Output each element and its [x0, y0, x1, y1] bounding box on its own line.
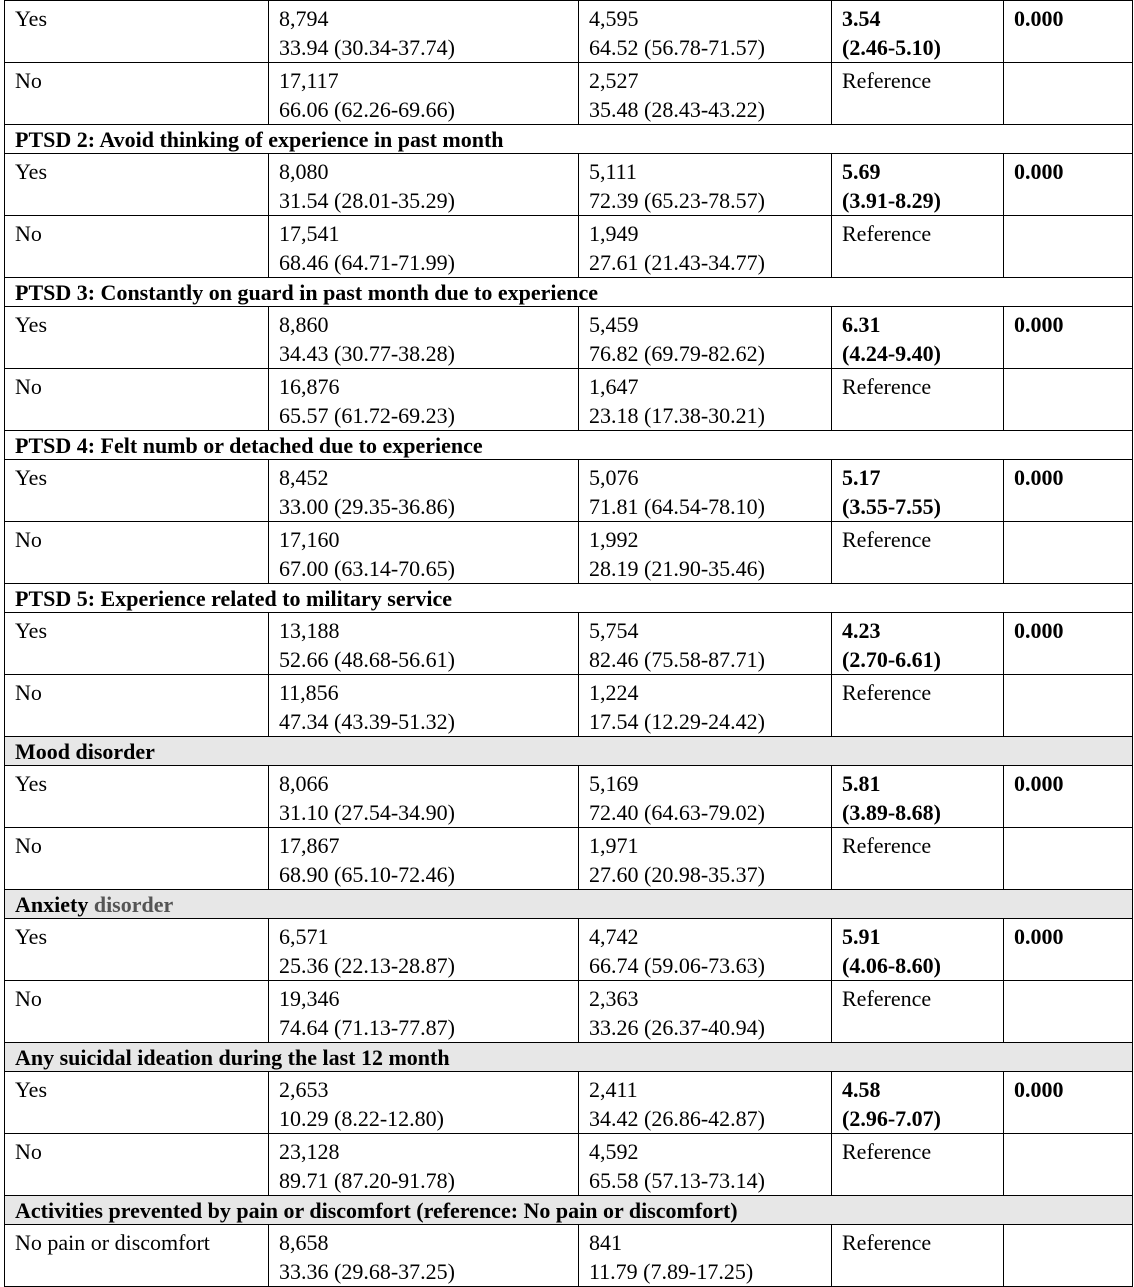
group1-count: 19,346 [279, 986, 340, 1011]
group2-cell [579, 1072, 832, 1134]
group2-count: 5,459 [589, 312, 639, 337]
group2-percent: 72.39 (65.23-78.57) [589, 188, 765, 213]
section-header: PTSD 2: Avoid thinking of experience in past month [5, 125, 1133, 154]
row-label: Yes [5, 460, 269, 522]
table-row [5, 981, 1133, 1043]
confidence-interval: (4.24-9.40) [842, 341, 941, 366]
section-header-row [5, 737, 1133, 766]
section-header: PTSD 5: Experience related to military service [5, 584, 1133, 613]
group2-count: 841 [589, 1230, 622, 1255]
section-header: PTSD 4: Felt numb or detached due to experience [5, 431, 1133, 460]
group1-percent: 33.36 (29.68-37.25) [279, 1259, 455, 1284]
group2-count: 2,527 [589, 68, 639, 93]
p-value [1004, 216, 1133, 278]
row-label: No [5, 675, 269, 737]
group2-cell [579, 919, 832, 981]
group2-cell [579, 216, 832, 278]
odds-ratio-cell [832, 1225, 1004, 1287]
p-value: 0.000 [1004, 613, 1133, 675]
section-header-row [5, 890, 1133, 919]
odds-ratio-cell [832, 828, 1004, 890]
odds-ratio-cell [832, 1, 1004, 63]
group1-cell [269, 766, 579, 828]
odds-ratio: Reference [842, 833, 932, 858]
odds-ratio-cell [832, 981, 1004, 1043]
row-label: No [5, 63, 269, 125]
group1-count: 17,541 [279, 221, 340, 246]
odds-ratio-cell [832, 307, 1004, 369]
group1-percent: 66.06 (62.26-69.66) [279, 97, 455, 122]
group1-cell [269, 216, 579, 278]
group1-percent: 31.54 (28.01-35.29) [279, 188, 455, 213]
table-row [5, 522, 1133, 584]
table-row [5, 63, 1133, 125]
group2-count: 2,411 [589, 1077, 638, 1102]
group1-percent: 47.34 (43.39-51.32) [279, 709, 455, 734]
group2-percent: 23.18 (17.38-30.21) [589, 403, 765, 428]
group1-cell [269, 63, 579, 125]
p-value: 0.000 [1004, 766, 1133, 828]
confidence-interval: (3.89-8.68) [842, 800, 941, 825]
odds-ratio: Reference [842, 680, 932, 705]
odds-ratio: 5.69 [842, 159, 881, 184]
table-row [5, 828, 1133, 890]
odds-ratio: 5.91 [842, 924, 881, 949]
group2-percent: 35.48 (28.43-43.22) [589, 97, 765, 122]
row-label: Yes [5, 154, 269, 216]
odds-ratio: Reference [842, 1139, 932, 1164]
group2-count: 1,647 [589, 374, 639, 399]
group1-cell [269, 613, 579, 675]
odds-ratio-cell [832, 522, 1004, 584]
group2-count: 4,595 [589, 6, 639, 31]
confidence-interval: (3.91-8.29) [842, 188, 941, 213]
table-row [5, 1, 1133, 63]
group1-percent: 31.10 (27.54-34.90) [279, 800, 455, 825]
p-value [1004, 1134, 1133, 1196]
group1-count: 8,452 [279, 465, 329, 490]
row-label: Yes [5, 919, 269, 981]
section-header-suffix: disorder [88, 892, 174, 917]
group2-cell [579, 63, 832, 125]
p-value [1004, 369, 1133, 431]
table-row [5, 216, 1133, 278]
group2-cell [579, 981, 832, 1043]
group2-percent: 33.26 (26.37-40.94) [589, 1015, 765, 1040]
group1-count: 16,876 [279, 374, 340, 399]
odds-ratio: 5.81 [842, 771, 881, 796]
row-label: No [5, 522, 269, 584]
p-value [1004, 981, 1133, 1043]
group2-cell [579, 522, 832, 584]
group2-cell [579, 1, 832, 63]
group1-cell [269, 828, 579, 890]
group1-cell [269, 1, 579, 63]
odds-ratio-cell [832, 1072, 1004, 1134]
group2-percent: 72.40 (64.63-79.02) [589, 800, 765, 825]
group1-percent: 68.90 (65.10-72.46) [279, 862, 455, 887]
group1-count: 8,860 [279, 312, 329, 337]
group2-count: 5,111 [589, 159, 637, 184]
section-header-row [5, 125, 1133, 154]
confidence-interval: (2.70-6.61) [842, 647, 941, 672]
p-value: 0.000 [1004, 1072, 1133, 1134]
odds-ratio-cell [832, 216, 1004, 278]
p-value [1004, 522, 1133, 584]
group1-percent: 25.36 (22.13-28.87) [279, 953, 455, 978]
row-label: No [5, 1134, 269, 1196]
group2-percent: 64.52 (56.78-71.57) [589, 35, 765, 60]
group1-percent: 34.43 (30.77-38.28) [279, 341, 455, 366]
table-row [5, 307, 1133, 369]
group2-cell [579, 766, 832, 828]
group1-count: 8,066 [279, 771, 329, 796]
table-row [5, 1134, 1133, 1196]
group1-cell [269, 1072, 579, 1134]
table-row [5, 460, 1133, 522]
group1-count: 17,160 [279, 527, 340, 552]
group2-cell [579, 828, 832, 890]
group1-percent: 10.29 (8.22-12.80) [279, 1106, 444, 1131]
group2-cell [579, 460, 832, 522]
section-header-row [5, 1196, 1133, 1225]
group1-percent: 33.94 (30.34-37.74) [279, 35, 455, 60]
group2-percent: 76.82 (69.79-82.62) [589, 341, 765, 366]
section-header: Mood disorder [5, 737, 1133, 766]
group1-cell [269, 307, 579, 369]
group1-count: 13,188 [279, 618, 340, 643]
odds-ratio: Reference [842, 221, 932, 246]
group2-cell [579, 613, 832, 675]
p-value: 0.000 [1004, 307, 1133, 369]
confidence-interval: (2.96-7.07) [842, 1106, 941, 1131]
row-label: No [5, 216, 269, 278]
group1-percent: 67.00 (63.14-70.65) [279, 556, 455, 581]
row-label: No [5, 981, 269, 1043]
odds-ratio: 4.23 [842, 618, 881, 643]
p-value: 0.000 [1004, 154, 1133, 216]
odds-ratio: 4.58 [842, 1077, 881, 1102]
p-value [1004, 828, 1133, 890]
section-header-row [5, 1043, 1133, 1072]
group2-cell [579, 369, 832, 431]
row-label: No [5, 828, 269, 890]
group2-count: 5,754 [589, 618, 639, 643]
group1-cell [269, 369, 579, 431]
group2-count: 1,224 [589, 680, 639, 705]
group1-count: 8,794 [279, 6, 329, 31]
row-label: No pain or discomfort [5, 1225, 269, 1287]
p-value: 0.000 [1004, 1, 1133, 63]
group2-percent: 11.79 (7.89-17.25) [589, 1259, 754, 1284]
odds-ratio-cell [832, 675, 1004, 737]
confidence-interval: (3.55-7.55) [842, 494, 941, 519]
group1-cell [269, 460, 579, 522]
row-label: No [5, 369, 269, 431]
group1-percent: 52.66 (48.68-56.61) [279, 647, 455, 672]
group2-percent: 66.74 (59.06-73.63) [589, 953, 765, 978]
confidence-interval: (2.46-5.10) [842, 35, 941, 60]
group1-count: 8,658 [279, 1230, 329, 1255]
row-label: Yes [5, 1, 269, 63]
p-value [1004, 675, 1133, 737]
table-row [5, 154, 1133, 216]
section-header: Activities prevented by pain or discomfort (reference: No pain or discomfort) [5, 1196, 1133, 1225]
odds-ratio: 3.54 [842, 6, 881, 31]
p-value [1004, 63, 1133, 125]
odds-ratio: Reference [842, 374, 932, 399]
table-row [5, 369, 1133, 431]
row-label: Yes [5, 613, 269, 675]
group1-count: 2,653 [279, 1077, 329, 1102]
group1-percent: 65.57 (61.72-69.23) [279, 403, 455, 428]
group1-count: 17,117 [279, 68, 339, 93]
group2-count: 4,592 [589, 1139, 639, 1164]
confidence-interval: (4.06-8.60) [842, 953, 941, 978]
group2-percent: 65.58 (57.13-73.14) [589, 1168, 765, 1193]
odds-ratio-cell [832, 154, 1004, 216]
row-label: Yes [5, 766, 269, 828]
group1-cell [269, 154, 579, 216]
group2-count: 2,363 [589, 986, 639, 1011]
section-header: PTSD 3: Constantly on guard in past month due to experience [5, 278, 1133, 307]
group1-cell [269, 522, 579, 584]
section-header: Any suicidal ideation during the last 12 month [5, 1043, 1133, 1072]
results-table [4, 0, 1133, 1287]
odds-ratio-cell [832, 63, 1004, 125]
table-row [5, 919, 1133, 981]
group2-count: 1,971 [589, 833, 639, 858]
group2-percent: 17.54 (12.29-24.42) [589, 709, 765, 734]
table-row [5, 766, 1133, 828]
table-row [5, 1072, 1133, 1134]
group1-count: 17,867 [279, 833, 340, 858]
group1-count: 11,856 [279, 680, 339, 705]
group1-count: 23,128 [279, 1139, 340, 1164]
row-label: Yes [5, 307, 269, 369]
group1-count: 8,080 [279, 159, 329, 184]
group2-cell [579, 1134, 832, 1196]
group2-percent: 34.42 (26.86-42.87) [589, 1106, 765, 1131]
odds-ratio-cell [832, 919, 1004, 981]
p-value: 0.000 [1004, 919, 1133, 981]
group2-percent: 82.46 (75.58-87.71) [589, 647, 765, 672]
group2-percent: 27.60 (20.98-35.37) [589, 862, 765, 887]
group2-count: 5,076 [589, 465, 639, 490]
row-label: Yes [5, 1072, 269, 1134]
table-row [5, 613, 1133, 675]
odds-ratio-cell [832, 369, 1004, 431]
odds-ratio-cell [832, 1134, 1004, 1196]
odds-ratio: Reference [842, 527, 932, 552]
odds-ratio: Reference [842, 68, 932, 93]
group1-percent: 68.46 (64.71-71.99) [279, 250, 455, 275]
group1-percent: 89.71 (87.20-91.78) [279, 1168, 455, 1193]
odds-ratio: 6.31 [842, 312, 881, 337]
group2-cell [579, 1225, 832, 1287]
group2-count: 4,742 [589, 924, 639, 949]
p-value [1004, 1225, 1133, 1287]
section-header [5, 890, 1133, 919]
group1-cell [269, 675, 579, 737]
p-value: 0.000 [1004, 460, 1133, 522]
group1-percent: 74.64 (71.13-77.87) [279, 1015, 455, 1040]
group2-count: 1,949 [589, 221, 639, 246]
group1-cell [269, 1225, 579, 1287]
group2-cell [579, 307, 832, 369]
odds-ratio-cell [832, 613, 1004, 675]
group2-cell [579, 675, 832, 737]
group1-count: 6,571 [279, 924, 329, 949]
odds-ratio: Reference [842, 986, 932, 1011]
section-header-row [5, 584, 1133, 613]
group2-percent: 71.81 (64.54-78.10) [589, 494, 765, 519]
table-row [5, 675, 1133, 737]
group2-cell [579, 154, 832, 216]
section-header-row [5, 431, 1133, 460]
group1-cell [269, 1134, 579, 1196]
table-row [5, 1225, 1133, 1287]
group1-cell [269, 919, 579, 981]
odds-ratio-cell [832, 460, 1004, 522]
group2-count: 5,169 [589, 771, 639, 796]
odds-ratio-cell [832, 766, 1004, 828]
group2-percent: 28.19 (21.90-35.46) [589, 556, 765, 581]
group1-cell [269, 981, 579, 1043]
group1-percent: 33.00 (29.35-36.86) [279, 494, 455, 519]
section-header-row [5, 278, 1133, 307]
group2-percent: 27.61 (21.43-34.77) [589, 250, 765, 275]
section-header-bold: Anxiety [15, 892, 89, 917]
odds-ratio: Reference [842, 1230, 932, 1255]
group2-count: 1,992 [589, 527, 639, 552]
odds-ratio: 5.17 [842, 465, 881, 490]
